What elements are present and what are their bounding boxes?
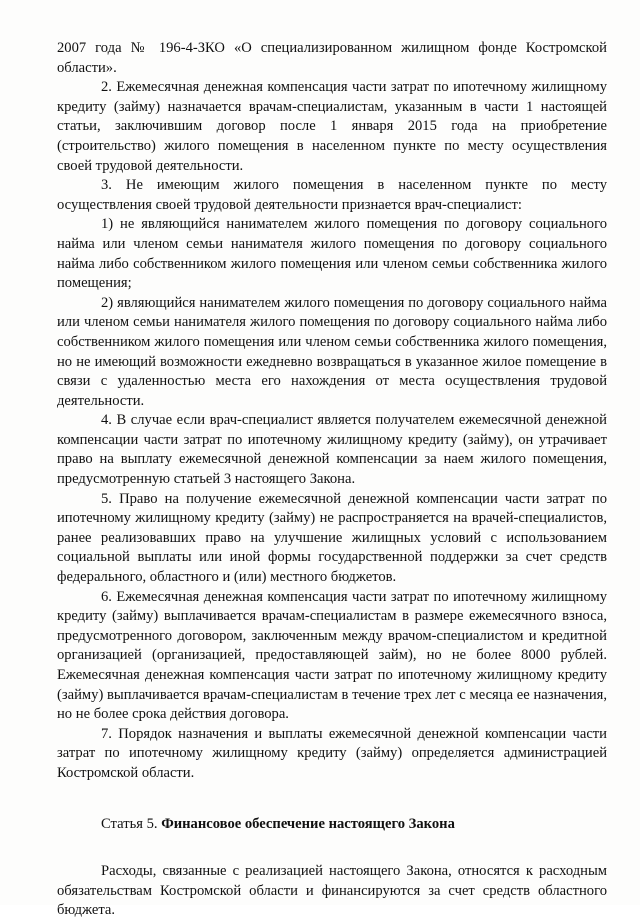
paragraph-part-3: 3. Не имеющим жилого помещения в населенном пункте по месту осуществления своей трудовой деятельности признается врач-специалист: (57, 177, 607, 213)
paragraph-part-2: 2. Ежемесячная денежная компенсация части затрат по ипотечному жилищному кредиту (займу) назначается врачам-специалистам, указанным в части 1 настоящей статьи, заключившим договор после 1 января 2015 года на приобретение (строительство) жилого помещения в населенном пункте по месту осуществления своей трудовой деятельности. (57, 79, 607, 174)
article-number: Статья 5. (101, 815, 158, 832)
paragraph-part-5: 5. Право на получение ежемесячной денежной компенсации части затрат по ипотечному жилищному кредиту (займу) не распространяется на врачей-специалистов, ранее реализовавших право на улучшение жилищных условий с использованием социальной выплаты или иной формы государственной поддержки за счет средств федерального, областного и (или) местного бюджетов. (57, 490, 607, 586)
paragraph-article-5: Расходы, связанные с реализацией настоящего Закона, относятся к расходным обязательствам Костромской области и финансируются за счет средств областного бюджета. (57, 863, 607, 919)
paragraph-part-6: 6. Ежемесячная денежная компенсация части затрат по ипотечному жилищному кредиту (займу) выплачивается врачам-специалистам в размере ежемесячного взноса, предусмотренного договором, заключенным между врачом-специалистом и кредитной организацией (организацией, предоставляющей займ), но не более 8000 рублей. Ежемесячная денежная компенсация части затрат по ипотечному жилищному кредиту (займу) выплачивается врачам-специалистам в течение трех лет с месяца ее назначения, но не более срока действия договора. (57, 588, 607, 723)
article-heading (57, 815, 607, 835)
paragraph-continuation: 2007 года № 196-4-ЗКО «О специализированном жилищном фонде Костромской области». (57, 40, 607, 76)
paragraph-part-7: 7. Порядок назначения и выплаты ежемесячной денежной компенсации части затрат по ипотечному жилищному кредиту (займу) определяется администрацией Костромской области. (57, 725, 607, 781)
paragraph-item-2: 2) являющийся нанимателем жилого помещения по договору социального найма или членом семьи нанимателя жилого помещения по договору социального найма либо собственником жилого помещения или членом семьи собственника жилого помещения, но не имеющий возможности ежедневно возвращаться в указанное жилое помещение в связи с удаленностью места его нахождения от места осуществления трудовой деятельности. (57, 294, 607, 409)
paragraph-item-1: 1) не являющийся нанимателем жилого помещения по договору социального найма или членом семьи нанимателя жилого помещения по договору социального найма либо собственником жилого помещения или членом семьи собственника жилого помещения; (57, 216, 607, 292)
document-body (57, 39, 607, 921)
paragraph-part-4: 4. В случае если врач-специалист является получателем ежемесячной денежной компенсации части затрат по ипотечному жилищному кредиту (займу), он утрачивает право на выплату ежемесячной денежной компенсации за наем жилого помещения, предусмотренную статьей 3 настоящего Закона. (57, 412, 607, 488)
article-title: Финансовое обеспечение настоящего Закона (161, 815, 455, 832)
